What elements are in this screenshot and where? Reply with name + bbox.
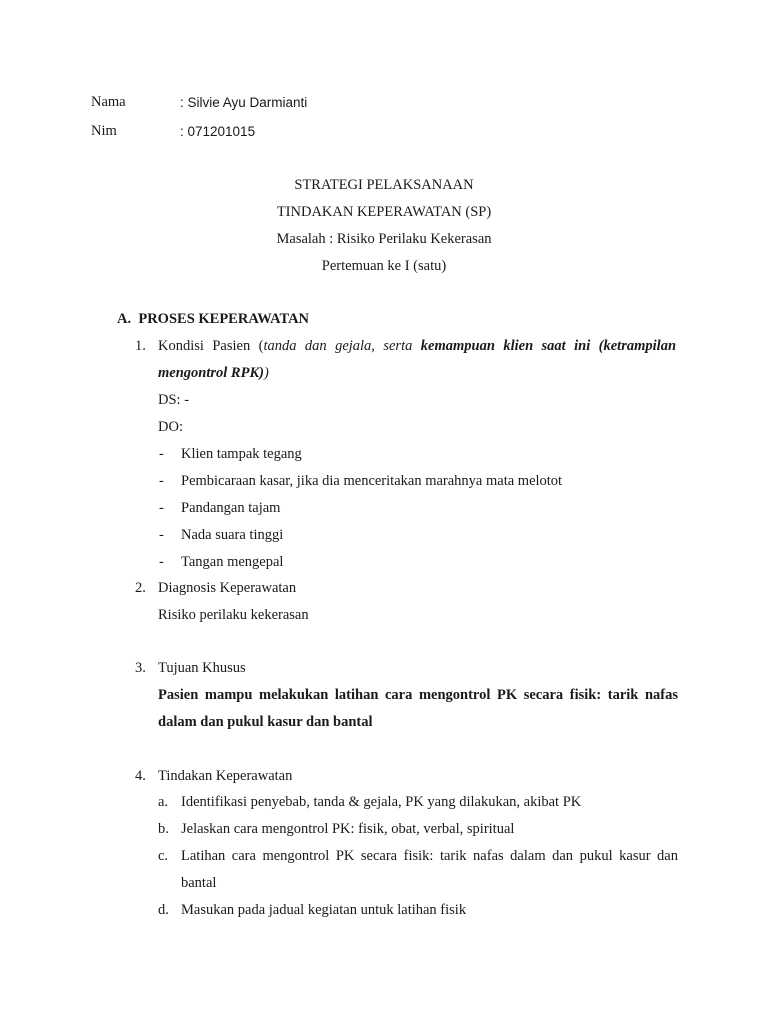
nim-label: Nim [91, 123, 117, 139]
item-3-goal-line-1: Pasien mampu melakukan latihan cara mengontrol PK secara fisik: tarik nafas [158, 687, 678, 703]
sub-item-text-continued: bantal [181, 875, 217, 891]
nim-value: : 071201015 [180, 124, 256, 139]
nama-value: : Silvie Ayu Darmianti [180, 95, 308, 110]
bullet-mark: - [159, 446, 164, 462]
nama-label: Nama [91, 94, 126, 110]
bullet-mark: - [159, 500, 164, 516]
item-4-number: 4. [135, 768, 146, 784]
bullet-item: Klien tampak tegang [181, 446, 302, 462]
item-2-title: Diagnosis Keperawatan [158, 580, 297, 596]
title-line-1: STRATEGI PELAKSANAAN [294, 177, 474, 193]
title-line-3: Masalah : Risiko Perilaku Kekerasan [276, 231, 492, 247]
title-line-4: Pertemuan ke I (satu) [321, 258, 447, 274]
item-1-number: 1. [135, 338, 146, 354]
item-1-lead: Kondisi Pasien ( [158, 338, 264, 354]
bullet-mark: - [159, 473, 164, 489]
item-3-goal-line-2: dalam dan pukul kasur dan bantal [158, 714, 373, 730]
section-a-heading: A. PROSES KEPERAWATAN [117, 311, 310, 327]
title-line-2: TINDAKAN KEPERAWATAN (SP) [276, 204, 492, 220]
bullet-item: Pandangan tajam [181, 500, 281, 516]
bullet-mark: - [159, 527, 164, 543]
sub-item-mark: a. [158, 794, 169, 810]
item-1-ds: DS: - [158, 392, 190, 408]
bullet-item: Tangan mengepal [181, 554, 284, 570]
item-1-closing: ) [263, 365, 269, 381]
item-1-bold-italic: kemampuan klien saat ini (ketrampilan [420, 338, 677, 354]
bullet-item: Pembicaraan kasar, jika dia menceritakan marahnya mata melotot [181, 473, 563, 489]
item-1-line-2 [158, 366, 269, 381]
sub-item-text: Identifikasi penyebab, tanda & gejala, PK yang dilakukan, akibat PK [181, 794, 582, 810]
item-3-title: Tujuan Khusus [158, 660, 246, 676]
item-4-title: Tindakan Keperawatan [158, 768, 293, 784]
sub-item-text: Jelaskan cara mengontrol PK: fisik, obat, verbal, spiritual [181, 821, 515, 837]
sub-item-text: Masukan pada jadual kegiatan untuk latihan fisik [181, 902, 467, 918]
item-1-bold-italic-cont: mengontrol RPK) [158, 365, 264, 381]
sub-item-text: Latihan cara mengontrol PK secara fisik: tarik nafas dalam dan pukul kasur dan [181, 848, 678, 864]
item-3-number: 3. [135, 660, 146, 676]
item-1-italic: tanda dan gejala, serta [263, 338, 421, 354]
sub-item-mark: d. [158, 902, 169, 918]
bullet-item: Nada suara tinggi [181, 527, 284, 543]
bullet-mark: - [159, 554, 164, 570]
item-1-do: DO: [158, 419, 183, 435]
item-2-number: 2. [135, 580, 146, 596]
sub-item-mark: b. [158, 821, 169, 837]
sub-item-mark: c. [158, 848, 169, 864]
item-2-text: Risiko perilaku kekerasan [158, 607, 309, 623]
item-1-line-1 [158, 339, 676, 354]
